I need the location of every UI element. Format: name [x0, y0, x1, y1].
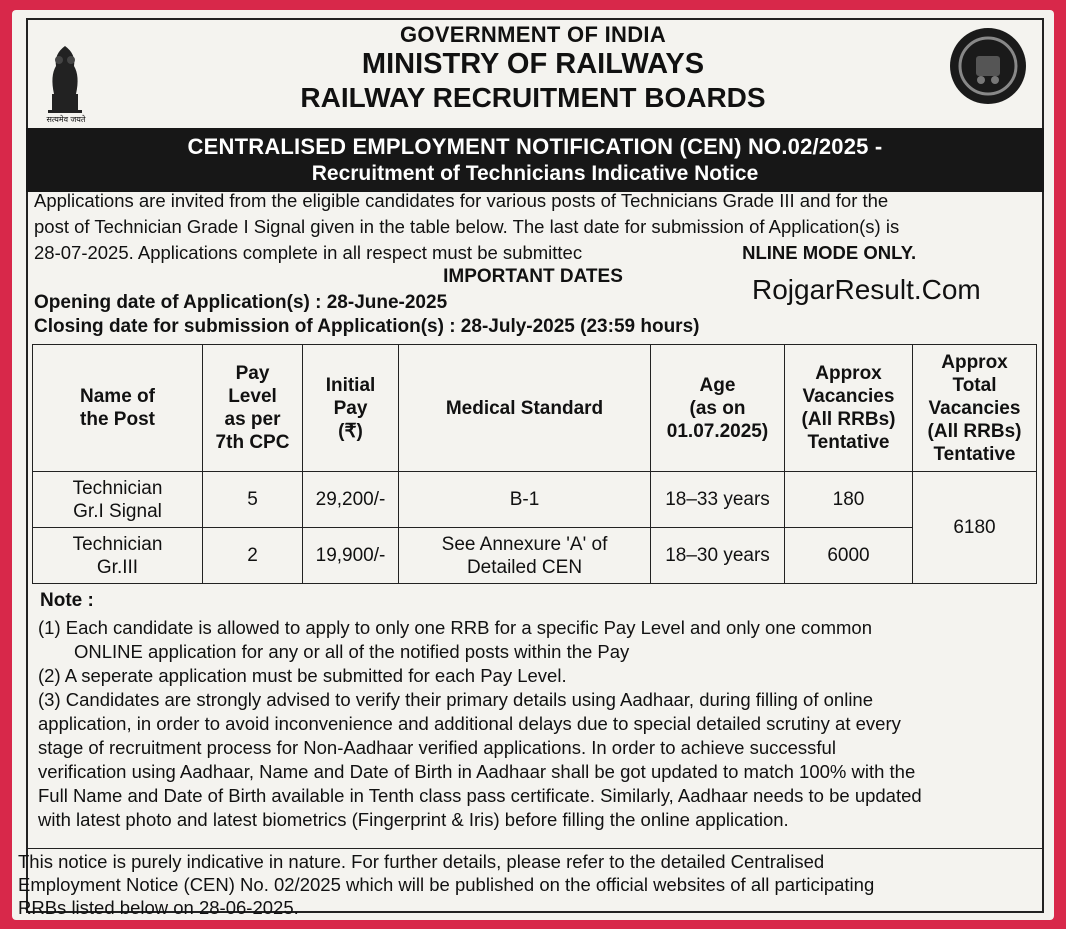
footer-line: RRBs listed below on 28-06-2025.: [18, 897, 299, 918]
note-line: with latest photo and latest biometrics (Fingerprint & Iris) before filling the online application.: [38, 809, 789, 830]
notice-header: [12, 10, 1054, 128]
note-title: Note :: [40, 590, 94, 611]
govt-title: GOVERNMENT OF INDIA: [399, 22, 667, 47]
table-row: [33, 528, 1037, 584]
indian-railways-logo-icon: [948, 26, 1028, 106]
post-name-header: Name of the Post: [33, 345, 203, 472]
initial-pay-cell: 19,900/-: [303, 528, 399, 584]
notice-paper: [12, 10, 1054, 920]
age-cell: 18–30 years: [651, 528, 785, 584]
intro-line: 28-07-2025. Applications complete in all respect must be submittec NLINE MODE ONLY.: [34, 242, 917, 263]
medical-standard-cell: See Annexure 'A' of Detailed CEN: [399, 528, 651, 584]
divider: [26, 848, 1044, 849]
cen-subtitle: Recruitment of Technicians Indicative Notice: [311, 162, 759, 185]
table-row: [33, 472, 1037, 528]
footer-line: Employment Notice (CEN) No. 02/2025 which will be published on the official websites of all participating: [18, 874, 875, 895]
medical-standard-header: Medical Standard: [399, 345, 651, 472]
board-title: RAILWAY RECRUITMENT BOARDS: [300, 82, 766, 113]
note-line: (2) A seperate application must be submitted for each Pay Level.: [38, 665, 567, 686]
watermark: RojgarResult.Com: [752, 274, 981, 305]
pay-level-cell: 5: [203, 472, 303, 528]
footer-line: This notice is purely indicative in nature. For further details, please refer to the detailed Centralised: [18, 851, 825, 872]
cen-banner: [26, 128, 1044, 192]
post-name-cell: Technician Gr.III: [33, 528, 203, 584]
important-dates-title: IMPORTANT DATES: [443, 266, 623, 287]
post-name-cell: Technician Gr.I Signal: [33, 472, 203, 528]
note-line: stage of recruitment process for Non-Aadhaar verified applications. In order to achieve successful: [38, 737, 836, 758]
total-vacancies-cell: 6180: [913, 472, 1037, 584]
initial-pay-cell: 29,200/-: [303, 472, 399, 528]
pay-level-header: Pay Level as per 7th CPC: [203, 345, 303, 472]
medical-standard-cell: B-1: [399, 472, 651, 528]
intro-line: Applications are invited from the eligible candidates for various posts of Technicians Grade III and for the: [34, 190, 889, 211]
initial-pay-header: Initial Pay (₹): [303, 345, 399, 472]
ministry-title: MINISTRY OF RAILWAYS: [361, 48, 705, 80]
closing-date: Closing date for submission of Application(s) : 28-July-2025 (23:59 hours): [34, 316, 700, 337]
note-line: (3) Candidates are strongly advised to verify their primary details using Aadhaar, during filling of online: [38, 689, 874, 710]
note-line: application, in order to avoid inconvenience and additional delays due to special detailed scrutiny at every: [38, 713, 901, 734]
vacancies-cell: 6000: [785, 528, 913, 584]
total-vacancies-header: Approx Total Vacancies (All RRBs) Tentative: [913, 345, 1037, 472]
vacancies-cell: 180: [785, 472, 913, 528]
vacancies-header: Approx Vacancies (All RRBs) Tentative: [785, 345, 913, 472]
opening-date: Opening date of Application(s) : 28-June-2025: [34, 292, 448, 313]
vacancy-table: [32, 344, 1037, 584]
age-header: Age (as on 01.07.2025): [651, 345, 785, 472]
note-line: (1) Each candidate is allowed to apply to only one RRB for a specific Pay Level and only one common: [38, 617, 872, 638]
notes-list: [38, 616, 1038, 832]
emblem-caption: सत्यमेव जयते: [46, 115, 86, 124]
footer-paragraph: [18, 850, 1038, 919]
intro-paragraph: [34, 188, 1034, 266]
note-line: ONLINE application for any or all of the notified posts within the Pay: [74, 641, 630, 662]
age-cell: 18–33 years: [651, 472, 785, 528]
note-line: verification using Aadhaar, Name and Date of Birth in Aadhaar shall be got updated to match 100% with the: [38, 761, 916, 782]
table-header-row: [33, 345, 1037, 472]
note-line: Full Name and Date of Birth available in Tenth class pass certificate. Similarly, Aadhaar needs to be updated: [38, 785, 922, 806]
intro-line: post of Technician Grade I Signal given in the table below. The last date for submission of Application(s) is: [34, 216, 900, 237]
pay-level-cell: 2: [203, 528, 303, 584]
cen-title: CENTRALISED EMPLOYMENT NOTIFICATION (CEN) NO.02/2025 -: [187, 134, 883, 159]
